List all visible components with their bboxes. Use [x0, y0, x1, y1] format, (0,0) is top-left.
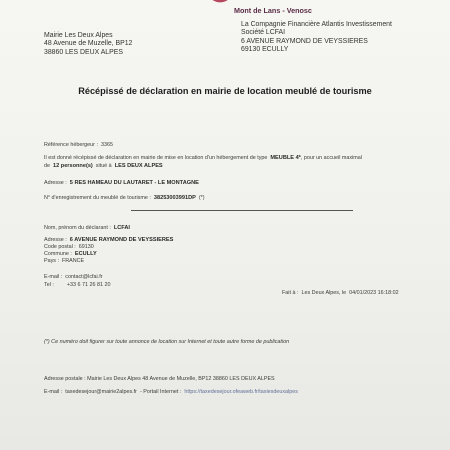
town: LES DEUX ALPES [114, 163, 163, 169]
mairie-line-1: Mairie Les Deux Alpes [44, 32, 113, 39]
capacity: 12 personne(s) [53, 163, 93, 169]
accommodation-type: MEUBLE 4* [270, 155, 301, 161]
address-value: 5 RES HAMEAU DU LAUTARET - LE MONTAGNE [69, 180, 199, 186]
declarant-email[interactable]: contact@lcfai.fr [65, 274, 103, 280]
declarant-phone: +33 6 71 26 81 20 [66, 282, 111, 288]
declarant-commune: ECULLY [74, 251, 97, 257]
footer-postal-address: Adresse postale : Mairie Les Deux Alpes 48 Avenue de Muzelle, BP12 38860 LES DEUX ALPES [44, 376, 275, 382]
company-line-1: La Compagnie Financière Atlantis Investissement [241, 21, 392, 28]
registration-label: N° d'enregistrement du meublé de tourisme : [44, 195, 151, 201]
declarant-name: LCFAI [113, 225, 130, 231]
footer-portal-link[interactable]: https://taxedesejour.ofeaweb.fr/taxiesdeuxalpes [184, 389, 298, 395]
separator-line [131, 210, 353, 211]
company-line-2: Société LCFAI [241, 29, 286, 37]
footer-email[interactable]: taxedesejour@mairie2alpes.fr [65, 389, 137, 395]
company-line-3: 6 AVENUE RAYMOND DE VEYSSIERES [241, 37, 368, 45]
declarant-address-row: Adresse : 6 AVENUE RAYMOND DE VEYSSIERES [44, 237, 174, 243]
address-label: Adresse : [44, 180, 67, 186]
declarant-postcode-row: Code postal : 69130 [44, 244, 94, 250]
declarant-commune-row: Commune : ECULLY [44, 251, 97, 257]
mairie-line-3: 38860 LES DEUX ALPES [44, 48, 123, 56]
document-title: Récépissé de déclaration en mairie de location meublé de tourisme [78, 86, 372, 96]
declarant-email-row: E-mail : contact@lcfai.fr [44, 274, 103, 280]
signature-date: 04/01/2023 16:18:02 [349, 290, 399, 296]
declarant-name-row: Nom, prénom du déclarant : LCFAI [44, 225, 130, 231]
declarant-phone-row: Tel : +33 6 71 26 81 20 [44, 282, 111, 288]
logo-text: Mont de Lans - Venosc [234, 6, 312, 15]
property-address-row [44, 180, 199, 186]
declarant-address: 6 AVENUE RAYMOND DE VEYSSIERES [69, 237, 174, 243]
statement-line-1: Il est donné récépissé de déclaration en mairie de mise en location d'un hébergement de type MEUBLE 4* , pour un accueil maximal [44, 155, 362, 161]
registration-number: 38253003991DP [153, 195, 196, 201]
reference-value: 3365 [100, 142, 113, 148]
mairie-line-2: 48 Avenue de Muzelle, BP12 [44, 40, 133, 48]
signature-place-date: Fait à : Les Deux Alpes , le 04/01/2023 16:18:02 [282, 290, 399, 296]
mairie-address [44, 32, 132, 57]
signature-place: Les Deux Alpes [301, 290, 339, 296]
footer-contact-row: E-mail : taxedesejour@mairie2alpes.fr - Portail Internet : https://taxedesejour.ofeaweb.fr/taxiesdeuxalpes [44, 389, 298, 395]
reference-label: Référence hébergeur : [44, 142, 98, 148]
declarant-postcode: 69130 [78, 244, 94, 250]
registration-row: N° d'enregistrement du meublé de tourisme : 38253003991DP (*) [44, 195, 205, 201]
footnote: (*) Ce numéro doit figurer sur toute annonce de location sur Internet et toute autre forme de publication [44, 339, 290, 345]
declarant-country-row: Pays : FRANCE [44, 258, 85, 264]
declarant-country: FRANCE [61, 258, 85, 264]
statement-line-2: de 12 personne(s) situé à LES DEUX ALPES [44, 163, 163, 169]
recipient-address [241, 21, 392, 55]
company-line-4: 69130 ECULLY [241, 46, 289, 54]
reference-row [44, 142, 113, 148]
